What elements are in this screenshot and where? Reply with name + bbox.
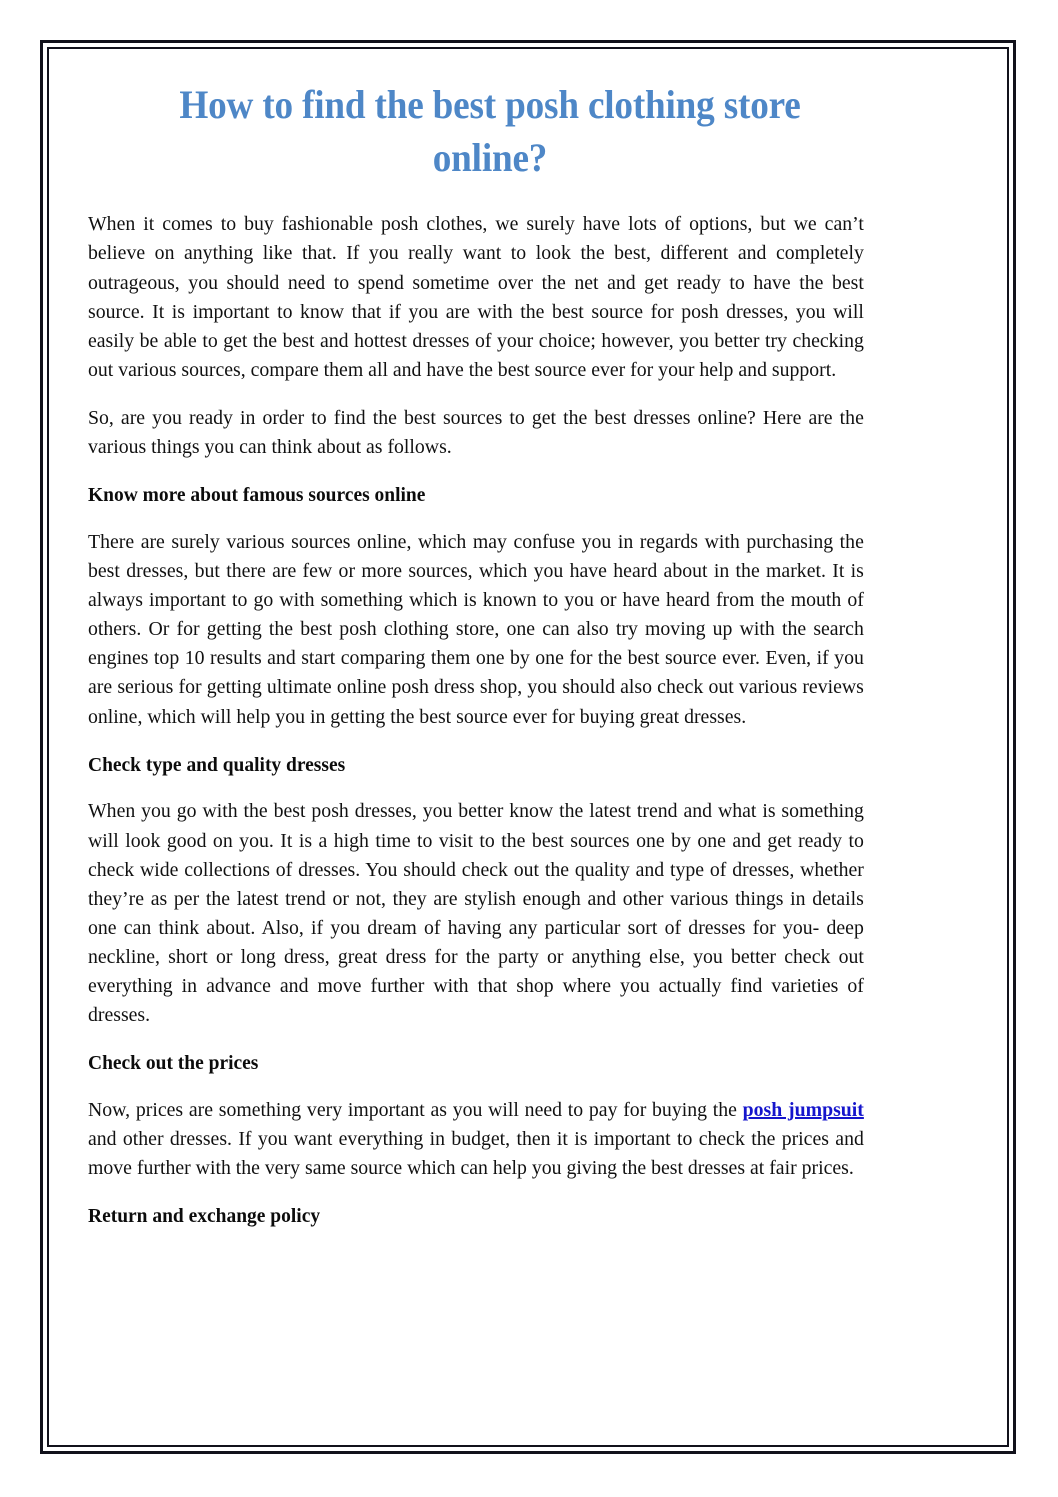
heading-return-and-exchange-policy: Return and exchange policy	[88, 1205, 321, 1228]
paragraph-prices-text-before-link: Now, prices are something very important as you will need to pay for buying the	[88, 1098, 743, 1121]
paragraph-type-and-quality: When you go with the best posh dresses, you better know the latest trend and what is something will look good on you. It is a high time to visit to the best sources one by one and get ready to check wide collections of dresses. You should check out the quality and type of dresses, whether they’re as per the latest trend or not, they are stylish enough and other various things in details one can think about. Also, if you dream of having any particular sort of dresses for you- deep neckline, short or long dress, great dress for the party or anything else, you better check out everything in advance and move further with that shop where you actually find varieties of dresses.	[88, 800, 864, 1027]
paragraph-prices-text-after-link: and other dresses. If you want everything in budget, then it is important to check the prices and move further with the very same source which can help you giving the best dresses at fair prices.	[88, 1128, 864, 1180]
page-title: How to find the best posh clothing store online?	[179, 82, 801, 181]
heading-check-out-the-prices: Check out the prices	[88, 1052, 259, 1075]
heading-know-more-about-famous-sources-online: Know more about famous sources online	[88, 484, 426, 507]
paragraph-lead-in: So, are you ready in order to find the best sources to get the best dresses online? Here are the various things you can think about as follows.	[88, 407, 864, 459]
heading-check-type-and-quality-dresses: Check type and quality dresses	[88, 753, 346, 776]
paragraph-intro: When it comes to buy fashionable posh clothes, we surely have lots of options, but we can’t believe on anything like that. If you really want to look the best, different and completely outrageous, you should need to spend sometime over the net and get ready to have the best source. It is important to know that if you are with the best source for posh dresses, you will easily be able to get the best and hottest dresses of your choice; however, you better try checking out various sources, compare them all and have the best source ever for your help and support.	[88, 213, 864, 381]
paragraph-prices	[88, 1096, 864, 1183]
posh-jumpsuit-link[interactable]: posh jumpsuit	[742, 1098, 864, 1121]
paragraph-famous-sources: There are surely various sources online, which may confuse you in regards with purchasing the best dresses, but there are few or more sources, which you have heard about in the market. It is always important to go with something which is known to you or have heard from the mouth of others. Or for getting the best posh clothing store, one can also try moving up with the search engines top 10 results and start comparing them one by one for the best source ever. Even, if you are serious for getting ultimate online posh dress shop, you should also check out various reviews online, which will help you in getting the best source ever for buying great dresses.	[88, 530, 864, 728]
document-content	[88, 78, 892, 1249]
